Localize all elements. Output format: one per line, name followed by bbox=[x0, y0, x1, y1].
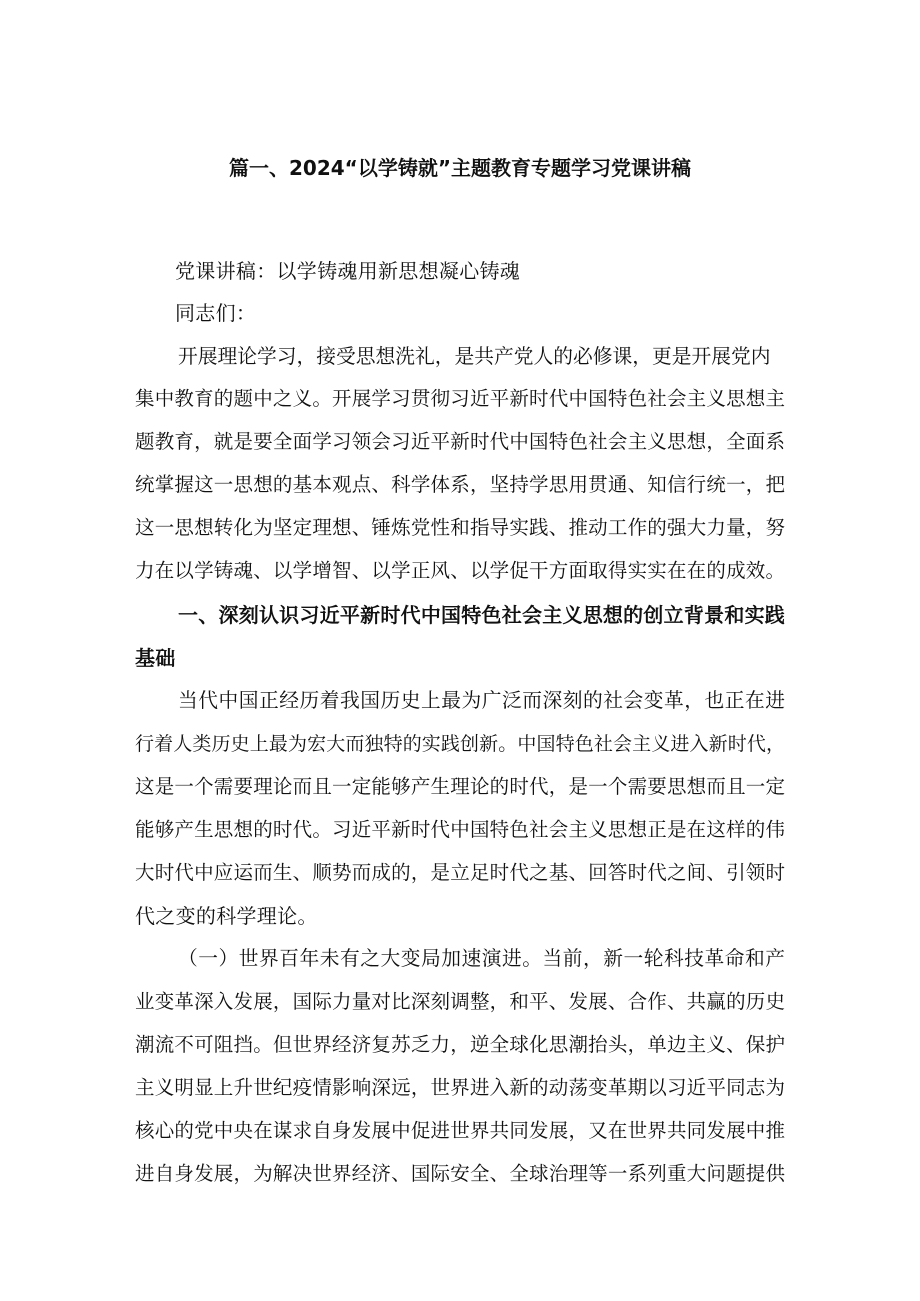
paragraph-line: 统掌握这一思想的基本观点、科学体系，坚持学思用贯通、知信行统一，把 bbox=[135, 473, 785, 496]
paragraph-line: 主义明显上升世纪疫情影响深远，世界进入新的动荡变革期以习近平同志为 bbox=[135, 1076, 785, 1099]
document-title: 篇一、2024“以学铸就”主题教育专题学习党课讲稿 bbox=[229, 156, 691, 180]
paragraph-line: 代之变的科学理论。 bbox=[135, 904, 318, 928]
paragraph-line: 潮流不可阻挡。但世界经济复苏乏力，逆全球化思潮抬头，单边主义、保护 bbox=[135, 1033, 785, 1056]
paragraph-line: 这是一个需要理论而且一定能够产生理论的时代，是一个需要思想而且一定 bbox=[135, 775, 785, 798]
paragraph-line: 业变革深入发展，国际力量对比深刻调整，和平、发展、合作、共赢的历史 bbox=[135, 990, 785, 1013]
paragraph-line: 力在以学铸魂、以学增智、以学正风、以学促干方面取得实实在在的成效。 bbox=[135, 559, 785, 582]
paragraph-line: 能够产生思想的时代。习近平新时代中国特色社会主义思想正是在这样的伟 bbox=[135, 818, 785, 841]
paragraph-line: 核心的党中央在谋求自身发展中促进世界共同发展，又在世界共同发展中推 bbox=[135, 1119, 785, 1142]
paragraph-line: 行着人类历史上最为宏大而独特的实践创新。中国特色社会主义进入新时代， bbox=[135, 733, 785, 755]
section-heading-line: 一、深刻认识习近平新时代中国特色社会主义思想的创立背景和实践 bbox=[178, 603, 785, 627]
subtitle-line: 党课讲稿：以学铸魂用新思想凝心铸魂 bbox=[175, 259, 521, 283]
paragraph-line: 集中教育的题中之义。开展学习贯彻习近平新时代中国特色社会主义思想主 bbox=[135, 387, 785, 410]
paragraph-line: （一）世界百年未有之大变局加速演进。当前，新一轮科技革命和产 bbox=[178, 947, 785, 970]
paragraph-line: 当代中国正经历着我国历史上最为广泛而深刻的社会变革，也正在进 bbox=[178, 689, 785, 712]
salutation-line: 同志们： bbox=[175, 301, 257, 325]
section-heading-line: 基础 bbox=[135, 646, 176, 670]
paragraph-line: 题教育，就是要全面学习领会习近平新时代中国特色社会主义思想，全面系 bbox=[135, 430, 785, 453]
paragraph-line: 开展理论学习，接受思想洗礼，是共产党人的必修课，更是开展党内 bbox=[178, 345, 771, 368]
paragraph-line: 进自身发展，为解决世界经济、国际安全、全球治理等一系列重大问题提供 bbox=[135, 1162, 785, 1185]
paragraph-line: 大时代中应运而生、顺势而成的，是立足时代之基、回答时代之间、引领时 bbox=[135, 861, 785, 884]
paragraph-line: 这一思想转化为坚定理想、锤炼党性和指导实践、推动工作的强大力量，努 bbox=[135, 516, 785, 539]
